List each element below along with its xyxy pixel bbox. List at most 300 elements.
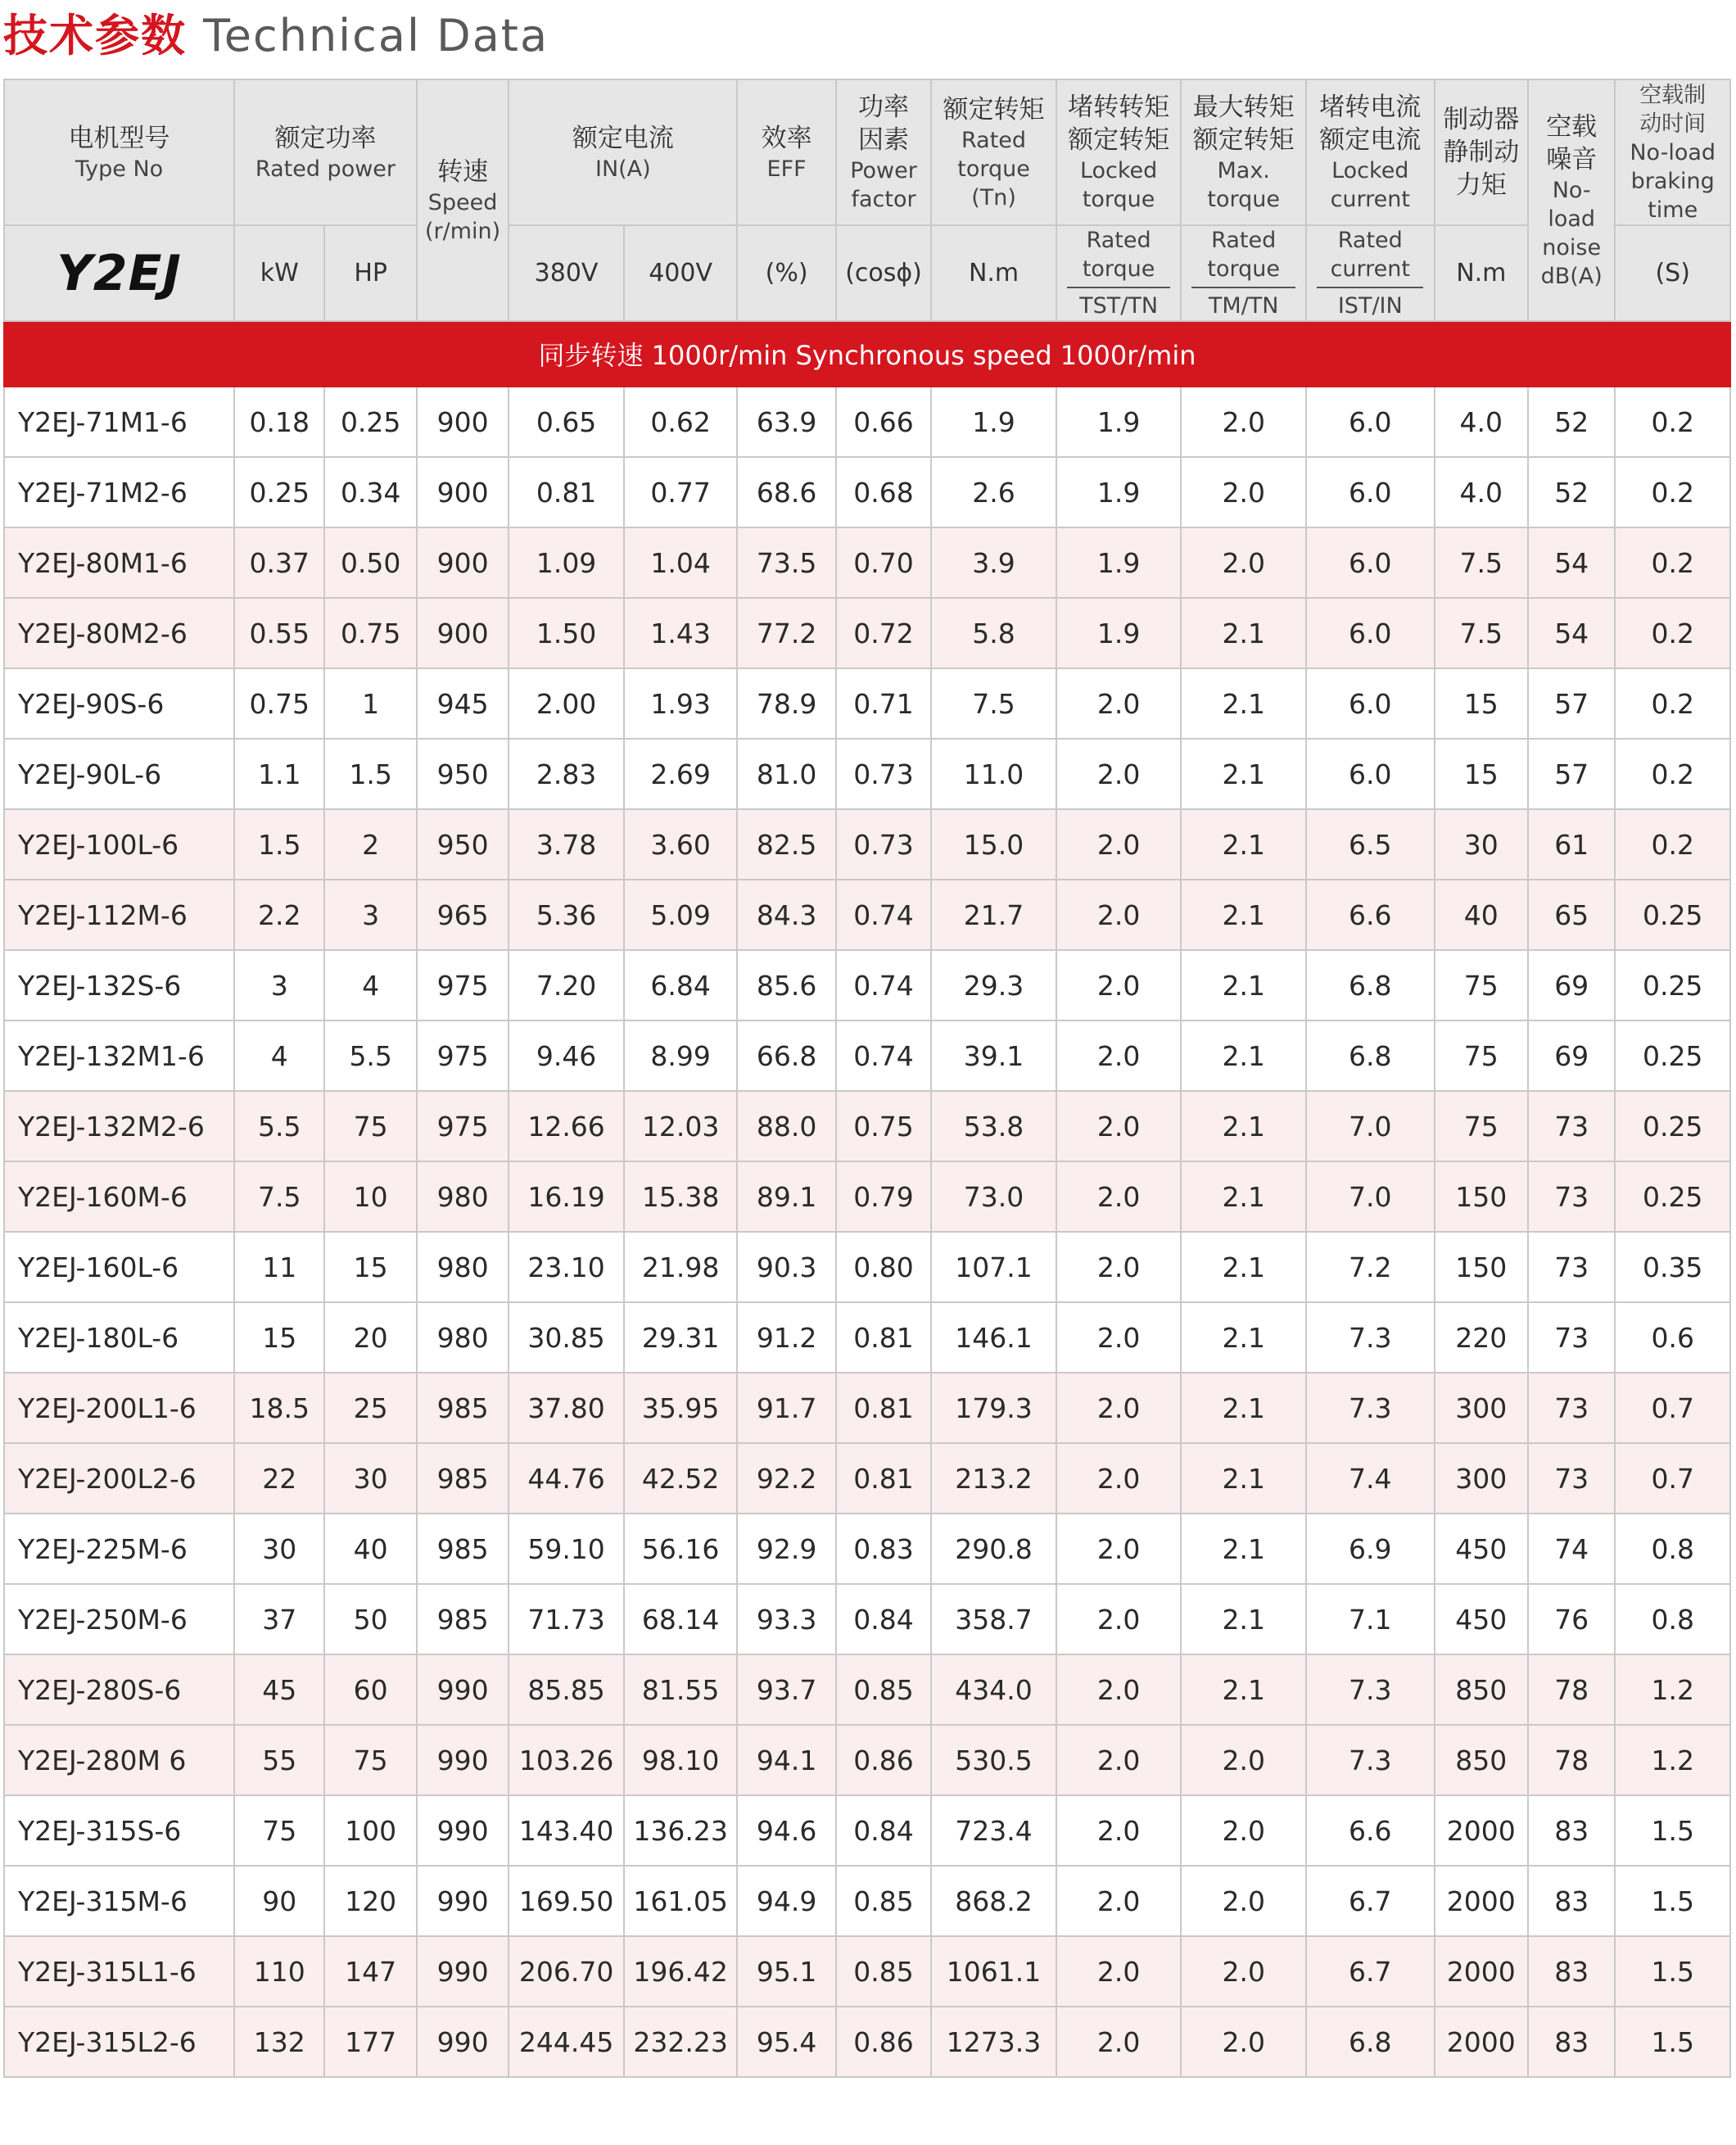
value-cell: 92.9	[737, 1514, 835, 1584]
value-cell: 0.80	[836, 1232, 931, 1302]
value-cell: 7.3	[1306, 1373, 1435, 1443]
value-cell: 0.2	[1615, 809, 1730, 880]
model-cell: Y2EJ-71M1-6	[4, 387, 234, 457]
header-unit-eff: (%)	[737, 225, 835, 321]
table-row	[4, 739, 1730, 809]
table-row	[4, 2007, 1730, 2077]
value-cell: 7.20	[509, 950, 624, 1020]
value-cell: 0.85	[836, 1654, 931, 1725]
value-cell: 132	[234, 2007, 324, 2077]
value-cell: 84.3	[737, 880, 835, 950]
value-cell: 2.1	[1181, 668, 1306, 739]
value-cell: 30	[234, 1514, 324, 1584]
header-unit-kw: kW	[234, 225, 324, 321]
value-cell: 40	[324, 1514, 416, 1584]
value-cell: 88.0	[737, 1091, 835, 1161]
header-series: Y2EJ	[4, 225, 234, 321]
value-cell: 150	[1435, 1161, 1528, 1232]
header-rated-torque: 额定转矩 Rated torque (Tn)	[931, 79, 1056, 225]
value-cell: 0.70	[836, 527, 931, 598]
value-cell: 75	[324, 1725, 416, 1795]
value-cell: 0.74	[836, 950, 931, 1020]
value-cell: 23.10	[509, 1232, 624, 1302]
value-cell: 3.9	[931, 527, 1056, 598]
value-cell: 2.69	[624, 739, 738, 809]
value-cell: 120	[324, 1866, 416, 1936]
value-cell: 2.0	[1056, 1725, 1182, 1795]
table-row	[4, 1866, 1730, 1936]
model-cell: Y2EJ-90L-6	[4, 739, 234, 809]
value-cell: 73	[1528, 1443, 1615, 1514]
value-cell: 900	[417, 527, 509, 598]
value-cell: 75	[1435, 950, 1528, 1020]
value-cell: 82.5	[737, 809, 835, 880]
value-cell: 110	[234, 1936, 324, 2007]
value-cell: 1.9	[1056, 387, 1182, 457]
value-cell: 2.0	[1056, 880, 1182, 950]
technical-data-table	[3, 79, 1731, 2078]
table-row	[4, 1091, 1730, 1161]
value-cell: 434.0	[931, 1654, 1056, 1725]
header-rated-current: 额定电流 IN(A)	[509, 79, 737, 225]
model-cell: Y2EJ-112M-6	[4, 880, 234, 950]
value-cell: 6.84	[624, 950, 738, 1020]
value-cell: 98.10	[624, 1725, 738, 1795]
value-cell: 1.5	[1615, 2007, 1730, 2077]
value-cell: 1.43	[624, 598, 738, 668]
table-row	[4, 880, 1730, 950]
value-cell: 52	[1528, 457, 1615, 527]
header-speed: 转速 Speed (r/min)	[417, 79, 509, 321]
value-cell: 900	[417, 387, 509, 457]
table-row	[4, 1795, 1730, 1866]
model-cell: Y2EJ-160L-6	[4, 1232, 234, 1302]
model-cell: Y2EJ-180L-6	[4, 1302, 234, 1373]
value-cell: 83	[1528, 2007, 1615, 2077]
value-cell: 1273.3	[931, 2007, 1056, 2077]
value-cell: 71.73	[509, 1584, 624, 1654]
value-cell: 61	[1528, 809, 1615, 880]
value-cell: 0.75	[836, 1091, 931, 1161]
header-unit-torque: N.m	[931, 225, 1056, 321]
value-cell: 0.34	[324, 457, 416, 527]
table-row	[4, 668, 1730, 739]
value-cell: 244.45	[509, 2007, 624, 2077]
value-cell: 945	[417, 668, 509, 739]
value-cell: 73	[1528, 1232, 1615, 1302]
value-cell: 358.7	[931, 1584, 1056, 1654]
value-cell: 95.1	[737, 1936, 835, 2007]
value-cell: 2.0	[1056, 1936, 1182, 2007]
value-cell: 0.55	[234, 598, 324, 668]
value-cell: 985	[417, 1443, 509, 1514]
value-cell: 0.25	[1615, 1091, 1730, 1161]
value-cell: 2.0	[1056, 739, 1182, 809]
value-cell: 300	[1435, 1443, 1528, 1514]
value-cell: 73.5	[737, 527, 835, 598]
value-cell: 4.0	[1435, 387, 1528, 457]
value-cell: 0.37	[234, 527, 324, 598]
header-rated-power: 额定功率 Rated power	[234, 79, 417, 225]
table-row	[4, 1514, 1730, 1584]
table-row	[4, 950, 1730, 1020]
value-cell: 0.72	[836, 598, 931, 668]
value-cell: 2.1	[1181, 1020, 1306, 1091]
model-cell: Y2EJ-250M-6	[4, 1584, 234, 1654]
value-cell: 0.62	[624, 387, 738, 457]
value-cell: 161.05	[624, 1866, 738, 1936]
model-cell: Y2EJ-80M2-6	[4, 598, 234, 668]
value-cell: 1.5	[1615, 1795, 1730, 1866]
value-cell: 3.60	[624, 809, 738, 880]
value-cell: 75	[234, 1795, 324, 1866]
value-cell: 136.23	[624, 1795, 738, 1866]
value-cell: 2.1	[1181, 1373, 1306, 1443]
value-cell: 0.2	[1615, 527, 1730, 598]
value-cell: 7.3	[1306, 1302, 1435, 1373]
value-cell: 7.5	[234, 1161, 324, 1232]
value-cell: 2.0	[1056, 1443, 1182, 1514]
value-cell: 980	[417, 1232, 509, 1302]
value-cell: 73	[1528, 1161, 1615, 1232]
value-cell: 73	[1528, 1091, 1615, 1161]
value-cell: 0.81	[836, 1443, 931, 1514]
value-cell: 50	[324, 1584, 416, 1654]
value-cell: 975	[417, 1020, 509, 1091]
value-cell: 4.0	[1435, 457, 1528, 527]
value-cell: 30	[324, 1443, 416, 1514]
header-power-factor: 功率 因素 Power factor	[836, 79, 931, 225]
table-row	[4, 598, 1730, 668]
model-cell: Y2EJ-132S-6	[4, 950, 234, 1020]
value-cell: 965	[417, 880, 509, 950]
value-cell: 4	[234, 1020, 324, 1091]
value-cell: 220	[1435, 1302, 1528, 1373]
table-row	[4, 1020, 1730, 1091]
header-brake-torque: 制动器 静制动 力矩	[1435, 79, 1528, 225]
value-cell: 5.8	[931, 598, 1056, 668]
value-cell: 6.0	[1306, 598, 1435, 668]
value-cell: 7.3	[1306, 1654, 1435, 1725]
value-cell: 0.66	[836, 387, 931, 457]
model-cell: Y2EJ-71M2-6	[4, 457, 234, 527]
value-cell: 6.8	[1306, 2007, 1435, 2077]
value-cell: 0.86	[836, 1725, 931, 1795]
value-cell: 0.86	[836, 2007, 931, 2077]
value-cell: 3.78	[509, 809, 624, 880]
value-cell: 206.70	[509, 1936, 624, 2007]
value-cell: 2.1	[1181, 1302, 1306, 1373]
value-cell: 1.9	[1056, 527, 1182, 598]
value-cell: 100	[324, 1795, 416, 1866]
value-cell: 0.71	[836, 668, 931, 739]
model-cell: Y2EJ-315L1-6	[4, 1936, 234, 2007]
header-max-torque: 最大转矩 额定转矩 Max. torque	[1181, 79, 1306, 225]
value-cell: 12.03	[624, 1091, 738, 1161]
value-cell: 54	[1528, 598, 1615, 668]
value-cell: 1.2	[1615, 1725, 1730, 1795]
value-cell: 77.2	[737, 598, 835, 668]
value-cell: 2.0	[1056, 1654, 1182, 1725]
value-cell: 6.0	[1306, 387, 1435, 457]
value-cell: 2.0	[1056, 1866, 1182, 1936]
model-cell: Y2EJ-200L1-6	[4, 1373, 234, 1443]
value-cell: 1.9	[931, 387, 1056, 457]
value-cell: 169.50	[509, 1866, 624, 1936]
value-cell: 92.2	[737, 1443, 835, 1514]
value-cell: 2000	[1435, 1795, 1528, 1866]
value-cell: 107.1	[931, 1232, 1056, 1302]
value-cell: 75	[324, 1091, 416, 1161]
header-unit-cos: (cosϕ)	[836, 225, 931, 321]
value-cell: 0.73	[836, 809, 931, 880]
value-cell: 93.3	[737, 1584, 835, 1654]
model-cell: Y2EJ-315S-6	[4, 1795, 234, 1866]
value-cell: 6.8	[1306, 1020, 1435, 1091]
value-cell: 74	[1528, 1514, 1615, 1584]
value-cell: 7.2	[1306, 1232, 1435, 1302]
value-cell: 0.25	[1615, 880, 1730, 950]
value-cell: 29.3	[931, 950, 1056, 1020]
value-cell: 54	[1528, 527, 1615, 598]
value-cell: 4	[324, 950, 416, 1020]
value-cell: 2.0	[1056, 1232, 1182, 1302]
value-cell: 0.84	[836, 1584, 931, 1654]
value-cell: 196.42	[624, 1936, 738, 2007]
value-cell: 0.85	[836, 1936, 931, 2007]
table-row	[4, 1161, 1730, 1232]
header-noise: 空载 噪音 No- load noise dB(A)	[1528, 79, 1615, 321]
value-cell: 900	[417, 457, 509, 527]
value-cell: 63.9	[737, 387, 835, 457]
model-cell: Y2EJ-100L-6	[4, 809, 234, 880]
header-unit-380v: 380V	[509, 225, 624, 321]
value-cell: 2.0	[1181, 387, 1306, 457]
value-cell: 0.73	[836, 739, 931, 809]
model-cell: Y2EJ-315M-6	[4, 1866, 234, 1936]
value-cell: 0.50	[324, 527, 416, 598]
value-cell: 52	[1528, 387, 1615, 457]
value-cell: 42.52	[624, 1443, 738, 1514]
value-cell: 1.93	[624, 668, 738, 739]
value-cell: 990	[417, 1795, 509, 1866]
value-cell: 0.2	[1615, 598, 1730, 668]
value-cell: 950	[417, 809, 509, 880]
model-cell: Y2EJ-200L2-6	[4, 1443, 234, 1514]
table-row	[4, 1443, 1730, 1514]
value-cell: 22	[234, 1443, 324, 1514]
value-cell: 6.0	[1306, 668, 1435, 739]
value-cell: 2.0	[1056, 809, 1182, 880]
value-cell: 81.0	[737, 739, 835, 809]
value-cell: 2000	[1435, 2007, 1528, 2077]
value-cell: 146.1	[931, 1302, 1056, 1373]
value-cell: 177	[324, 2007, 416, 2077]
value-cell: 7.1	[1306, 1584, 1435, 1654]
header-braking-time: 空载制 动时间 No-load braking time	[1615, 79, 1730, 225]
model-cell: Y2EJ-160M-6	[4, 1161, 234, 1232]
table-header	[4, 79, 1730, 321]
value-cell: 15.38	[624, 1161, 738, 1232]
value-cell: 91.2	[737, 1302, 835, 1373]
value-cell: 60	[324, 1654, 416, 1725]
value-cell: 0.35	[1615, 1232, 1730, 1302]
model-cell: Y2EJ-132M2-6	[4, 1091, 234, 1161]
value-cell: 0.2	[1615, 739, 1730, 809]
header-model: 电机型号 Type No	[4, 79, 234, 225]
value-cell: 6.0	[1306, 527, 1435, 598]
value-cell: 2.1	[1181, 1091, 1306, 1161]
value-cell: 1.5	[1615, 1936, 1730, 2007]
value-cell: 1.04	[624, 527, 738, 598]
value-cell: 12.66	[509, 1091, 624, 1161]
value-cell: 15	[234, 1302, 324, 1373]
value-cell: 3	[324, 880, 416, 950]
value-cell: 2.1	[1181, 1584, 1306, 1654]
value-cell: 76	[1528, 1584, 1615, 1654]
model-cell: Y2EJ-225M-6	[4, 1514, 234, 1584]
value-cell: 147	[324, 1936, 416, 2007]
value-cell: 0.74	[836, 1020, 931, 1091]
value-cell: 1061.1	[931, 1936, 1056, 2007]
value-cell: 975	[417, 950, 509, 1020]
header-unit-400v: 400V	[624, 225, 738, 321]
value-cell: 0.7	[1615, 1443, 1730, 1514]
value-cell: 44.76	[509, 1443, 624, 1514]
value-cell: 2.0	[1056, 668, 1182, 739]
value-cell: 2.0	[1181, 1725, 1306, 1795]
value-cell: 2.00	[509, 668, 624, 739]
table-row	[4, 1936, 1730, 2007]
value-cell: 56.16	[624, 1514, 738, 1584]
value-cell: 2.6	[931, 457, 1056, 527]
header-locked-current: 堵转电流 额定电流 Locked current	[1306, 79, 1435, 225]
value-cell: 68.14	[624, 1584, 738, 1654]
value-cell: 10	[324, 1161, 416, 1232]
value-cell: 65	[1528, 880, 1615, 950]
value-cell: 2.1	[1181, 1161, 1306, 1232]
model-cell: Y2EJ-90S-6	[4, 668, 234, 739]
value-cell: 78.9	[737, 668, 835, 739]
value-cell: 91.7	[737, 1373, 835, 1443]
value-cell: 1	[324, 668, 416, 739]
value-cell: 37.80	[509, 1373, 624, 1443]
value-cell: 6.7	[1306, 1936, 1435, 2007]
value-cell: 143.40	[509, 1795, 624, 1866]
value-cell: 5.36	[509, 880, 624, 950]
value-cell: 21.7	[931, 880, 1056, 950]
value-cell: 0.83	[836, 1514, 931, 1584]
value-cell: 2.0	[1056, 1161, 1182, 1232]
value-cell: 0.25	[1615, 1020, 1730, 1091]
value-cell: 7.5	[931, 668, 1056, 739]
value-cell: 0.2	[1615, 387, 1730, 457]
value-cell: 0.68	[836, 457, 931, 527]
value-cell: 37	[234, 1584, 324, 1654]
value-cell: 94.1	[737, 1725, 835, 1795]
page-title-cn: 技术参数	[3, 10, 187, 61]
value-cell: 0.65	[509, 387, 624, 457]
value-cell: 1.5	[234, 809, 324, 880]
table-row	[4, 1725, 1730, 1795]
value-cell: 2.1	[1181, 809, 1306, 880]
model-cell: Y2EJ-132M1-6	[4, 1020, 234, 1091]
value-cell: 990	[417, 1936, 509, 2007]
value-cell: 6.5	[1306, 809, 1435, 880]
value-cell: 2.0	[1181, 457, 1306, 527]
value-cell: 179.3	[931, 1373, 1056, 1443]
table-row	[4, 527, 1730, 598]
value-cell: 1.5	[324, 739, 416, 809]
value-cell: 2.0	[1056, 2007, 1182, 2077]
value-cell: 0.75	[324, 598, 416, 668]
value-cell: 93.7	[737, 1654, 835, 1725]
value-cell: 0.84	[836, 1795, 931, 1866]
value-cell: 73	[1528, 1373, 1615, 1443]
value-cell: 25	[324, 1373, 416, 1443]
value-cell: 83	[1528, 1866, 1615, 1936]
model-cell: Y2EJ-280S-6	[4, 1654, 234, 1725]
value-cell: 868.2	[931, 1866, 1056, 1936]
value-cell: 69	[1528, 1020, 1615, 1091]
value-cell: 7.5	[1435, 527, 1528, 598]
value-cell: 15	[1435, 668, 1528, 739]
value-cell: 30	[1435, 809, 1528, 880]
value-cell: 20	[324, 1302, 416, 1373]
table-row	[4, 1654, 1730, 1725]
section-bar: 同步转速 1000r/min Synchronous speed 1000r/min	[4, 321, 1730, 387]
value-cell: 15	[324, 1232, 416, 1302]
value-cell: 11.0	[931, 739, 1056, 809]
value-cell: 900	[417, 598, 509, 668]
value-cell: 6.7	[1306, 1866, 1435, 1936]
value-cell: 73.0	[931, 1161, 1056, 1232]
header-sub-locked-torque: Rated torque TST/TN	[1056, 225, 1182, 321]
value-cell: 59.10	[509, 1514, 624, 1584]
table-row	[4, 1584, 1730, 1654]
value-cell: 985	[417, 1584, 509, 1654]
value-cell: 2.0	[1056, 1302, 1182, 1373]
value-cell: 5.09	[624, 880, 738, 950]
value-cell: 1.50	[509, 598, 624, 668]
value-cell: 0.25	[324, 387, 416, 457]
value-cell: 2.0	[1056, 1584, 1182, 1654]
header-unit-hp: HP	[324, 225, 416, 321]
value-cell: 530.5	[931, 1725, 1056, 1795]
model-cell: Y2EJ-315L2-6	[4, 2007, 234, 2077]
value-cell: 950	[417, 739, 509, 809]
value-cell: 990	[417, 1866, 509, 1936]
value-cell: 11	[234, 1232, 324, 1302]
value-cell: 9.46	[509, 1020, 624, 1091]
value-cell: 450	[1435, 1584, 1528, 1654]
value-cell: 75	[1435, 1020, 1528, 1091]
value-cell: 90.3	[737, 1232, 835, 1302]
value-cell: 0.2	[1615, 668, 1730, 739]
value-cell: 29.31	[624, 1302, 738, 1373]
value-cell: 15.0	[931, 809, 1056, 880]
value-cell: 6.6	[1306, 880, 1435, 950]
value-cell: 1.9	[1056, 457, 1182, 527]
value-cell: 8.99	[624, 1020, 738, 1091]
value-cell: 39.1	[931, 1020, 1056, 1091]
value-cell: 0.6	[1615, 1302, 1730, 1373]
model-cell: Y2EJ-80M1-6	[4, 527, 234, 598]
table-row	[4, 1373, 1730, 1443]
value-cell: 6.6	[1306, 1795, 1435, 1866]
value-cell: 850	[1435, 1654, 1528, 1725]
value-cell: 985	[417, 1373, 509, 1443]
